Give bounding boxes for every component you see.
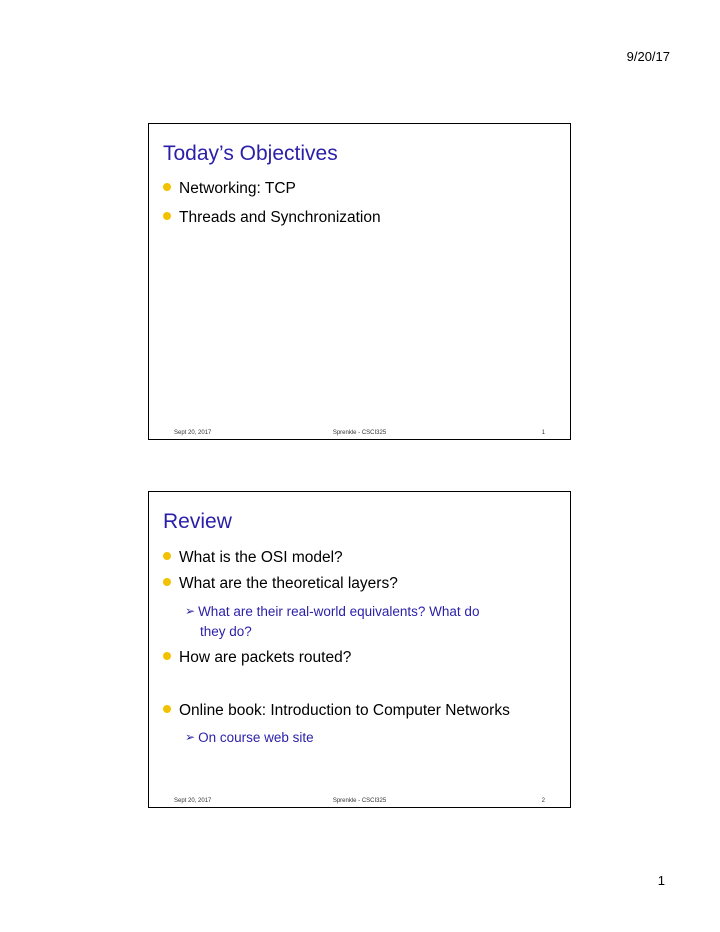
bullet-item — [163, 702, 510, 720]
bullet-text: Online book: Introduction to Computer Networks — [179, 702, 510, 719]
bullet-text: What is the OSI model? — [179, 549, 343, 566]
bullet-text: What are the theoretical layers? — [179, 575, 398, 592]
page-number: 1 — [657, 873, 665, 888]
bullet-item — [163, 575, 398, 593]
bullet-dot-icon — [163, 552, 171, 560]
page-date: 9/20/17 — [626, 49, 670, 64]
bullet-item — [163, 209, 381, 227]
bullet-dot-icon — [163, 183, 171, 191]
bullet-text: How are packets routed? — [179, 649, 352, 666]
sub-bullet-text: What are their real-world equivalents? What do — [198, 604, 480, 619]
bullet-item — [163, 180, 296, 198]
bullet-dot-icon — [163, 212, 171, 220]
sub-bullet-item — [185, 602, 550, 641]
footer-author: Sprenkle - CSCI325 — [332, 430, 387, 436]
arrow-right-icon: ➢ — [185, 604, 196, 618]
arrow-right-icon: ➢ — [185, 730, 196, 744]
sub-bullet-item — [185, 728, 550, 748]
sub-bullet-text-continued: they do? — [200, 624, 252, 639]
slide-title: Today’s Objectives — [163, 142, 338, 165]
footer-author: Sprenkle - CSCI325 — [332, 798, 387, 804]
slide-title: Review — [163, 510, 232, 533]
bullet-item — [163, 549, 343, 567]
sub-bullet-text: On course web site — [198, 730, 314, 745]
footer-slide-number: 1 — [541, 430, 545, 436]
slide-1 — [148, 123, 571, 440]
bullet-dot-icon — [163, 578, 171, 586]
bullet-dot-icon — [163, 652, 171, 660]
footer-date: Sept 20, 2017 — [174, 798, 212, 804]
bullet-text: Threads and Synchronization — [179, 209, 381, 226]
bullet-dot-icon — [163, 705, 171, 713]
bullet-item — [163, 649, 351, 667]
footer-date: Sept 20, 2017 — [174, 430, 212, 436]
slide-2 — [148, 491, 571, 808]
bullet-text: Networking: TCP — [179, 180, 296, 197]
footer-slide-number: 2 — [541, 798, 545, 804]
